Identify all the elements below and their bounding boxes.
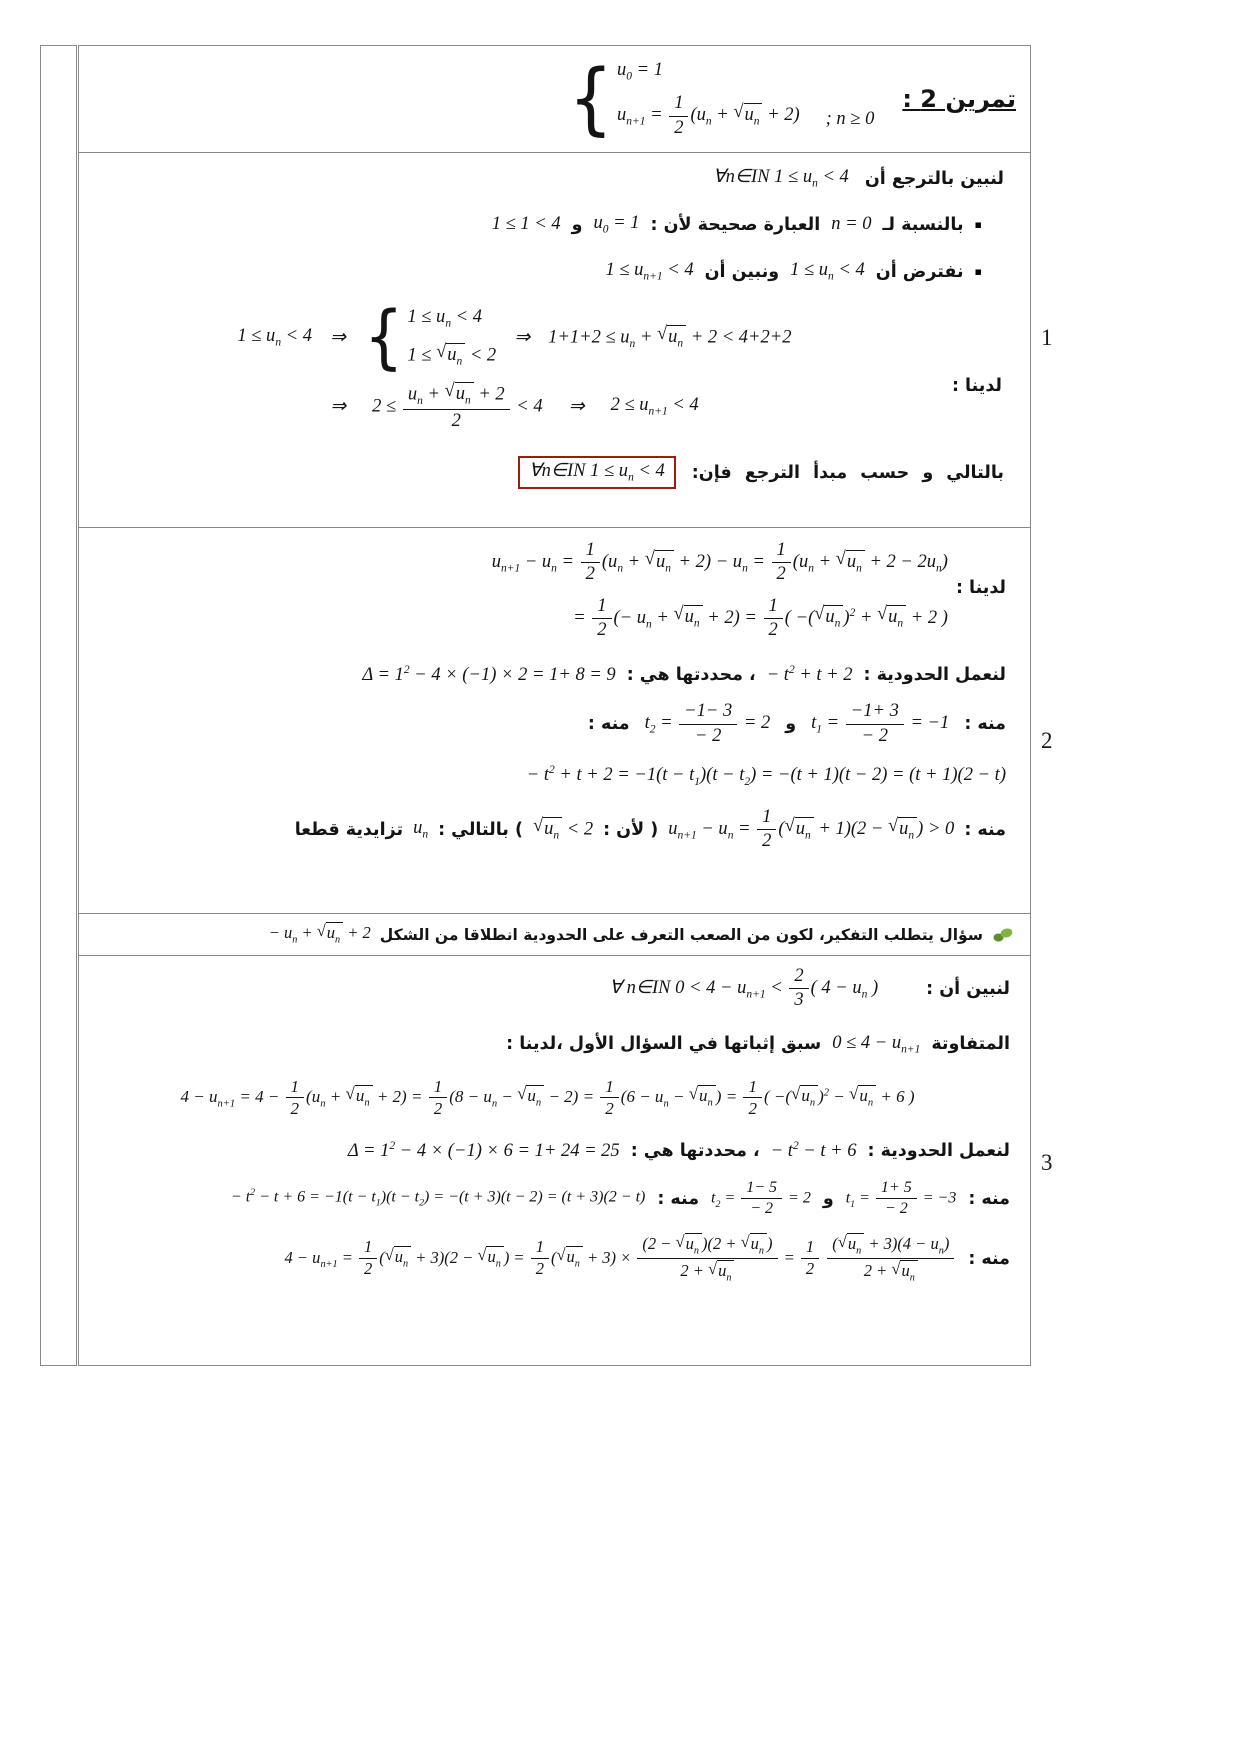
roots-row	[87, 701, 1006, 747]
margin-number-1: 1	[1041, 325, 1053, 350]
boxed-result-formula: ∀n∈IN $1 \le u_n < 4$	[518, 456, 676, 489]
final-identity-row	[85, 1233, 1010, 1285]
root-1-formula-3: $t_1$ = $\frac{1+ 5}{- 2}$ = −3	[845, 1178, 957, 1218]
hence-label: منه :	[587, 714, 630, 735]
factorization-row	[87, 763, 1006, 789]
derivation-row-1	[237, 295, 792, 378]
goal-formula: $1 \le u_{n+1} < 4$	[605, 260, 694, 283]
margin-strip	[40, 45, 77, 1366]
sqrt-bound-formula: √ $u_n$ < 2	[532, 815, 594, 842]
hypothesis-left-formula: $1 \le u_n < 4$	[237, 326, 313, 349]
brace-icon: {	[363, 295, 404, 378]
case-1-formula: $1 \le u_n < 4$	[407, 307, 483, 330]
recurrence-system	[568, 52, 875, 145]
n-equals-zero-formula: n = 0	[831, 213, 872, 234]
cases-stack	[407, 306, 496, 369]
note-row	[79, 913, 1030, 955]
therefore-text: ) بالتالي :	[438, 819, 523, 840]
monotonic-conclusion-row	[87, 807, 1006, 853]
hence-label: منه :	[657, 1188, 700, 1209]
conclusion-text: بالتالي و حسب مبدأ الترجع فإن:	[691, 462, 1004, 483]
hence-label: منه :	[968, 1188, 1010, 1209]
factorization-formula: − $t^2 + t + 2 = -1(t - t_1)(t - t_2) = -(t + 1)(t - 2) = (t + 1)(2 - t)$	[526, 763, 1006, 788]
next-term-bounds-formula: $2 \le u_{n+1} < 4$	[610, 395, 699, 419]
case-2-formula: 1 ≤ √ $u_n$ < 2	[407, 342, 497, 368]
and-word: و	[571, 214, 583, 235]
derivation-row-2	[330, 382, 698, 433]
previous-inequality-formula: $0 \le 4 - u_{n+1}$	[832, 1032, 921, 1056]
polynomial-formula-3: − $t^2 - t + 6$	[770, 1139, 857, 1161]
expansion-formula: $4 - u_{n+1} = 4$ − $\frac{1}{2}$ ($u_n$ + √ $u_n$ + 2) = $\frac{1}{2}$ ($8 - u_n$ − √ $u_n$ − 2) = $\frac{1}{2}$ ($6 - u_n$ − √ $u_n$ ) = $\frac{1}{2}$ ( −( √ $u_n$ )$^2$ − √ $u_n$ + 6 )	[180, 1076, 915, 1119]
final-identity-formula: $4 - u_{n+1}$ = $\frac{1}{2}$ ( √ $u_n$ + 3)(2 − √ $u_n$ ) = $\frac{1}{2}$ ( √ $u_n$ + 3) × (2 − √ $u_n$ )(2 + √ $u_n$ ) 2 + √ $u_n$ = $\frac{1}{2}$ ( √ $u_n$ + $3)(4 - u_n)$ 2 + √ $u_n$	[285, 1233, 957, 1285]
system-lines	[617, 59, 800, 139]
factor-polynomial-text: لنعمل الحدودية :	[867, 1140, 1010, 1161]
conclusion-row	[87, 456, 1004, 489]
show-that-text: لنبين أن :	[926, 978, 1010, 999]
content-box	[78, 45, 1031, 1366]
show-text: ونبين أن	[704, 261, 780, 282]
proved-before-text: سبق إثباتها في السؤال الأول ،لدينا :	[506, 1034, 822, 1055]
discriminant-formula-3: $\Delta = 1^2 - 4 \times (-1) \times 6 = 1+ 24 = 25$	[347, 1139, 620, 1161]
half-bounds-formula: 2 ≤ $u_n$ + √ $u_n$ + 2 2 < 4	[372, 380, 543, 431]
inequality-claim-row	[85, 966, 1010, 1012]
bullet-icon: ▪	[974, 265, 982, 279]
polynomial-formula: − $t^2 + t + 2$	[766, 664, 853, 686]
and-word: و	[785, 714, 797, 735]
condition-formula: ; n ≥ 0	[825, 108, 875, 129]
induction-step-row	[87, 259, 1004, 284]
strictly-increasing-text: تزايدية قطعا	[294, 819, 404, 840]
previous-result-row	[85, 1032, 1010, 1057]
discriminant-text: ، محددتها هي :	[626, 665, 756, 686]
section-3-inequality	[79, 955, 1030, 1364]
discriminant-formula: $\Delta = 1^2 - 4 \times (-1) \times 2 = 1+ 8 = 9$	[362, 664, 616, 686]
expansion-row	[85, 1077, 1010, 1119]
margin-number-3: 3	[1041, 1150, 1053, 1175]
cases-group	[363, 295, 497, 378]
claim-text: لنبين بالترجع أن	[864, 168, 1004, 189]
base-case-text-1: بالنسبة لـ	[882, 214, 964, 235]
hence-label: منه :	[968, 1248, 1010, 1269]
bullet-icon: ▪	[974, 218, 982, 232]
margin-number-2: 2	[1041, 728, 1053, 753]
induction-claim-row	[87, 166, 1004, 191]
section-2-monotonicity	[79, 527, 1030, 913]
inequality-claim-formula: ∀ n∈IN $0 < 4 - u_{n+1}$ < $\frac{2}{3}$ ( $4 - u_n$ )	[609, 966, 879, 1011]
difference-row-1	[492, 540, 948, 586]
base-case-text-2: العبارة صحيحة لأن :	[650, 214, 821, 235]
because-text: ( لأن :	[603, 819, 659, 840]
positive-difference-formula: $u_{n+1} - u_n$ = $\frac{1}{2}$ ( √ $u_n$ + 1)(2 − √ $u_n$ ) > 0	[668, 807, 955, 852]
exercise-title: تمرين 2 :	[902, 85, 1016, 113]
initial-term-formula: $u_0 = 1$	[617, 60, 663, 83]
root-1-formula: $t_1$ = $\frac{-1+ 3}{- 2}$ = −1	[811, 701, 950, 746]
assume-text: نفترض أن	[875, 261, 964, 282]
difference-row-2	[573, 596, 948, 642]
implies-icon: ⇒	[330, 395, 347, 417]
inequality-word: المتفاوتة	[931, 1034, 1010, 1055]
base-case-row	[87, 212, 1004, 237]
difference-formula-2: = $\frac{1}{2}$ (− $u_n$ + √ $u_n$ + 2) = $\frac{1}{2}$ ( −( √ $u_n$ )$^2$ + √ $u_n$ + 2 )	[573, 595, 948, 640]
note-icon	[992, 927, 1014, 943]
implies-icon: ⇒	[568, 395, 585, 417]
derivation-column	[87, 295, 942, 432]
sequence-symbol: $u_n$	[413, 818, 429, 841]
equation-column	[91, 540, 948, 641]
derivation-block-1	[87, 295, 1004, 432]
brace-icon: {	[568, 52, 613, 145]
ladayna-label: لدينا :	[955, 578, 1006, 598]
discriminant-text: ، محددتها هي :	[630, 1140, 760, 1161]
exercise-header	[79, 46, 1030, 152]
factor-polynomial-text: لنعمل الحدودية :	[863, 665, 1006, 686]
and-word: و	[822, 1188, 834, 1209]
recurrence-formula: $u_{n+1}$ = $\frac{1}{2}$ ($u_n$ + √ $u_n$ + 2)	[617, 93, 800, 138]
base-inequality-formula: 1 ≤ 1 < 4	[491, 213, 561, 234]
polynomial-row-3	[85, 1139, 1010, 1163]
claim-formula: ∀n∈IN $1 \le u_n < 4$	[713, 167, 849, 190]
derivation-block-2	[87, 540, 1006, 641]
implies-icon: ⇒	[330, 326, 346, 348]
u0-formula: $u_0 = 1$	[593, 213, 640, 236]
implies-icon: ⇒	[514, 326, 531, 348]
hence-label: منه :	[964, 819, 1006, 840]
root-2-formula: $t_2$ = $\frac{-1- 3}{- 2}$ = 2	[644, 701, 771, 746]
hence-label: منه :	[964, 714, 1006, 735]
section-1-induction	[79, 152, 1030, 527]
roots-factorization-row	[85, 1179, 1010, 1219]
factorization-formula-3: − $t^2 - t + 6 = -1(t - t_1)(t - t_2) = -(t + 3)(t - 2) = (t + 3)(2 - t)$	[230, 1187, 646, 1209]
note-formula: − $u_n$ + √ $u_n$ + 2	[268, 920, 371, 946]
difference-formula-1: $u_{n+1} - u_n$ = $\frac{1}{2}$ ($u_n$ + √ $u_n$ + $2) - u_n$ = $\frac{1}{2}$ ($u_n$ + √ $u_n$ + $2 - 2u_n$)	[491, 540, 948, 585]
ladayna-label: لدينا :	[951, 376, 1002, 397]
polynomial-row	[87, 663, 1006, 687]
sum-bounds-formula: $1+1+2 \le u_n$ + √ $u_n$ + 2 < 4+2+2	[548, 323, 792, 350]
note-text: سؤال يتطلب التفكير، لكون من الصعب التعرف على الحدودية انطلاقا من الشكل	[379, 925, 983, 944]
root-2-formula-3: $t_2$ = $\frac{1- 5}{- 2}$ = 2	[711, 1178, 811, 1218]
hypothesis-formula: $1 \le u_n < 4$	[790, 260, 865, 283]
